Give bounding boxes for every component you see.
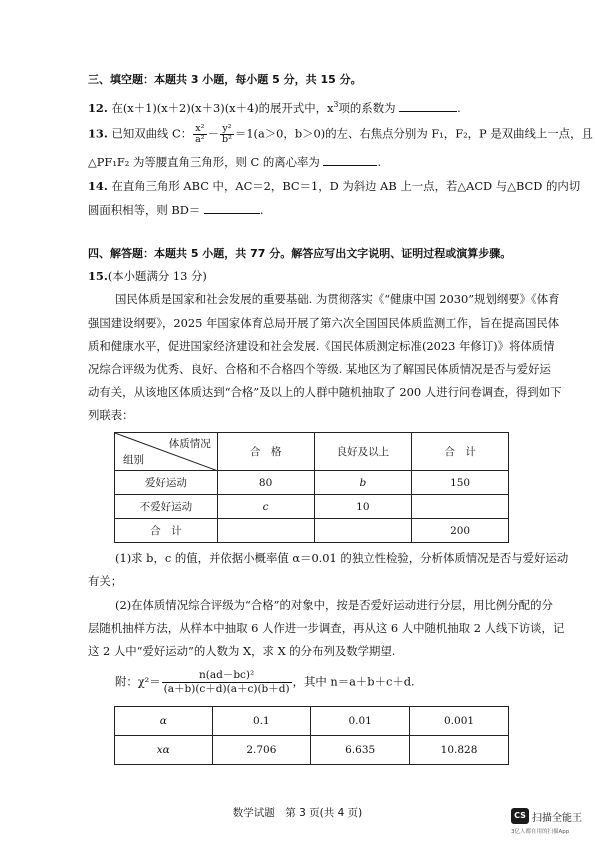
question-13: 13. 已知双曲线 C： $\frac{\text{x²}}{\text{a²}}$ － $\frac{\text{y²}}{\text{b²}}$ ＝1(a＞0，b＞0)的左、右焦点分别为 F₁，F₂，P 是双曲线上一点，且 — [88, 123, 593, 145]
answer-blank[interactable] — [204, 201, 260, 214]
corner-bottom-label: 组别 — [123, 454, 144, 466]
question-number: 13. — [88, 126, 108, 141]
question-13-line-2: △PF₁F₂ 为等腰直角三角形，则 C 的离心率为 . — [88, 155, 382, 169]
part-2-line: (2)在体质情况综合评级为“合格”的对象中，按是否爱好运动进行分层，用比例分配的分 — [115, 598, 553, 612]
question-number: 14. — [88, 179, 108, 193]
table-corner-cell — [115, 433, 218, 471]
question-14-line-2: 圆面积相等，则 BD＝ . — [88, 203, 264, 217]
table-row — [115, 707, 509, 736]
appendix-note: ，其中 n＝a＋b＋c＋d. — [292, 674, 415, 689]
fraction-x2-a2: $\frac{\text{x²}}{\text{a²}}$ — [195, 123, 205, 145]
watermark-name: 扫描全能王 — [532, 813, 582, 824]
table-cell — [412, 495, 509, 519]
table-row — [115, 519, 509, 543]
table-header: 合 格 — [217, 433, 314, 471]
question-text: ＝1(a＞0，b＞0)的左、右焦点分别为 F₁，F₂，P 是双曲线上一点，且 — [234, 126, 593, 141]
watermark-subtitle: 3亿人都在用的扫描App — [511, 829, 570, 835]
table-cell: α — [115, 707, 213, 736]
table-cell: 0.01 — [311, 707, 410, 736]
table-cell — [217, 519, 314, 543]
camscanner-logo-icon: CS — [511, 808, 529, 824]
table-cell: 不爱好运动 — [115, 495, 218, 519]
question-15-title — [88, 268, 207, 284]
paragraph-line: 强国建设纲要》，2025 年国家体育总局开展了第六次全国国民体质监测工作，旨在提高国民体 — [88, 316, 560, 330]
chi-square-fraction: $\frac{\text{n(ad－bc)²}}{(a+b)(c+d)(a+c)(b+d)}$ — [163, 669, 290, 695]
table-cell: 200 — [412, 519, 509, 543]
corner-top-label: 体质情况 — [168, 438, 211, 450]
appendix-label: 附：χ²＝ — [115, 674, 161, 689]
scanner-watermark — [511, 808, 595, 842]
table-cell: 0.001 — [410, 707, 509, 736]
period: . — [457, 100, 461, 115]
paragraph-line: 国民体质是国家和社会发展的重要基础. 为贯彻落实《“健康中国 2030”规划纲要》《体育 — [115, 292, 560, 306]
appendix-formula — [115, 669, 415, 696]
section-4-header: 四、解答题：本题共 5 小题，共 77 分。解答应写出文字说明、证明过程或演算步骤。 — [88, 247, 512, 260]
question-14 — [88, 178, 580, 194]
answer-blank[interactable] — [323, 153, 377, 166]
fraction-y2-b2: $\frac{\text{y²}}{\text{b²}}$ — [222, 123, 232, 145]
paragraph-line: 列联表： — [88, 408, 134, 422]
table-row — [115, 495, 509, 519]
table-cell: 0.1 — [212, 707, 311, 736]
table-cell: 150 — [412, 471, 509, 495]
question-score: (本小题满分 13 分) — [107, 269, 207, 283]
paragraph-line: 质和健康水平，促进国家经济建设和社会发展.《国民体质测定标准(2023 年修订)》将体质情 — [88, 339, 555, 353]
table-row — [115, 736, 509, 765]
table-cell: 80 — [217, 471, 314, 495]
part-1-line: 有关； — [88, 574, 123, 588]
section-3-header: 三、填空题：本题共 3 小题，每小题 5 分，共 15 分。 — [88, 73, 362, 86]
answer-blank[interactable] — [399, 99, 457, 112]
question-text: 项的系数为 — [338, 100, 396, 115]
table-cell: 合 计 — [115, 519, 218, 543]
table-cell: c — [217, 495, 314, 519]
paragraph-line: 动有关，从该地区体质达到“合格”及以上的人群中随机抽取了 200 人进行问卷调查，得到如下 — [88, 385, 562, 399]
question-text: 圆面积相等，则 BD＝ — [88, 203, 201, 217]
table-cell: 10.828 — [410, 736, 509, 765]
question-text: 在直角三角形 ABC 中，AC＝2，BC＝1，D 为斜边 AB 上一点，若△ACD 与△BCD 的内切 — [111, 179, 581, 193]
contingency-table — [114, 432, 509, 543]
paragraph-line: 况综合评级为优秀、良好、合格和不合格四个等级. 某地区为了解国民体质情况是否与爱好运 — [88, 362, 551, 376]
part-2-line: 层随机抽样方法，从样本中抽取 6 人作进一步调查，再从这 6 人中随机抽取 2 人线下访谈，记 — [88, 621, 565, 635]
table-cell: b — [314, 471, 412, 495]
critical-value-table — [114, 706, 509, 765]
question-number: 15. — [88, 269, 108, 283]
table-header: 合 计 — [412, 433, 509, 471]
page-footer: 数学试题 第 3 页(共 4 页) — [232, 807, 363, 819]
question-number: 12. — [88, 100, 108, 115]
table-row — [115, 471, 509, 495]
table-header: 良好及以上 — [314, 433, 412, 471]
question-12 — [88, 97, 461, 116]
table-cell: 6.635 — [311, 736, 410, 765]
table-cell: 10 — [314, 495, 412, 519]
part-1-line: (1)求 b，c 的值，并依据小概率值 α＝0.01 的独立性检验，分析体质情况是否与爱好运动 — [115, 551, 569, 565]
question-text: 在(x＋1)(x＋2)(x＋3)(x＋4)的展开式中，x — [111, 100, 334, 115]
table-cell — [314, 519, 412, 543]
table-cell: 2.706 — [212, 736, 311, 765]
table-cell: 爱好运动 — [115, 471, 218, 495]
question-text: △PF₁F₂ 为等腰直角三角形，则 C 的离心率为 — [88, 155, 320, 169]
exponent: 3 — [333, 100, 339, 109]
question-text: 已知双曲线 C： — [111, 126, 193, 141]
part-2-line: 这 2 人中“爱好运动”的人数为 X，求 X 的分布列及数学期望. — [88, 644, 396, 658]
table-cell: xα — [115, 736, 213, 765]
